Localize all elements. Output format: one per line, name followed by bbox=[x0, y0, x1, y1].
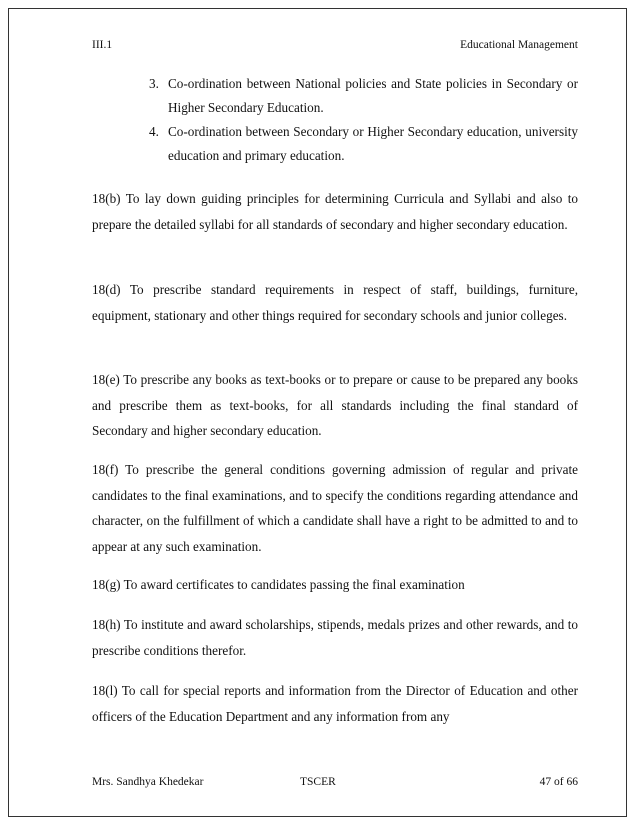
paragraph-18d: 18(d) To prescribe standard requirements in respect of staff, buildings, furniture, equipment, stationary and other things required for secondary schools and junior colleges. bbox=[92, 282, 578, 323]
numbered-list bbox=[149, 72, 578, 168]
paragraph-18b: 18(b) To lay down guiding principles for determining Curricula and Syllabi and also to prepare the detailed syllabi for all standards of secondary and higher secondary education. bbox=[92, 191, 578, 232]
paragraph-18l: 18(l) To call for special reports and information from the Director of Education and other officers of the Education Department and any information from any bbox=[92, 683, 578, 724]
list-item-text: Co-ordination between Secondary or Higher Secondary education, university education and primary education. bbox=[168, 124, 578, 163]
footer-author: Mrs. Sandhya Khedekar bbox=[92, 776, 204, 788]
footer-institute: TSCER bbox=[300, 776, 336, 788]
list-item-number: 4. bbox=[149, 124, 159, 139]
footer-page-number: 47 of 66 bbox=[539, 776, 578, 788]
paragraph-18g: 18(g) To award certificates to candidates passing the final examination bbox=[92, 577, 465, 592]
header-section-number: III.1 bbox=[92, 39, 113, 51]
list-item-text: Co-ordination between National policies and State policies in Secondary or Higher Secondary Education. bbox=[168, 76, 578, 115]
header-title: Educational Management bbox=[460, 39, 578, 51]
paragraph-18f: 18(f) To prescribe the general conditions governing admission of regular and private candidates to the final examinations, and to specify the conditions regarding attendance and character, on the fulfillment of which a candidate shall have a right to be admitted to and to appear at any such examination. bbox=[92, 462, 578, 554]
list-item-number: 3. bbox=[149, 76, 159, 91]
list-item bbox=[149, 72, 578, 120]
list-item bbox=[149, 120, 578, 168]
paragraph-18h: 18(h) To institute and award scholarships, stipends, medals prizes and other rewards, and to prescribe conditions therefor. bbox=[92, 617, 578, 658]
paragraph-18e: 18(e) To prescribe any books as text-books or to prepare or cause to be prepared any books and prescribe them as text-books, for all standards including the final standard of Secondary and higher secondary education. bbox=[92, 372, 578, 438]
